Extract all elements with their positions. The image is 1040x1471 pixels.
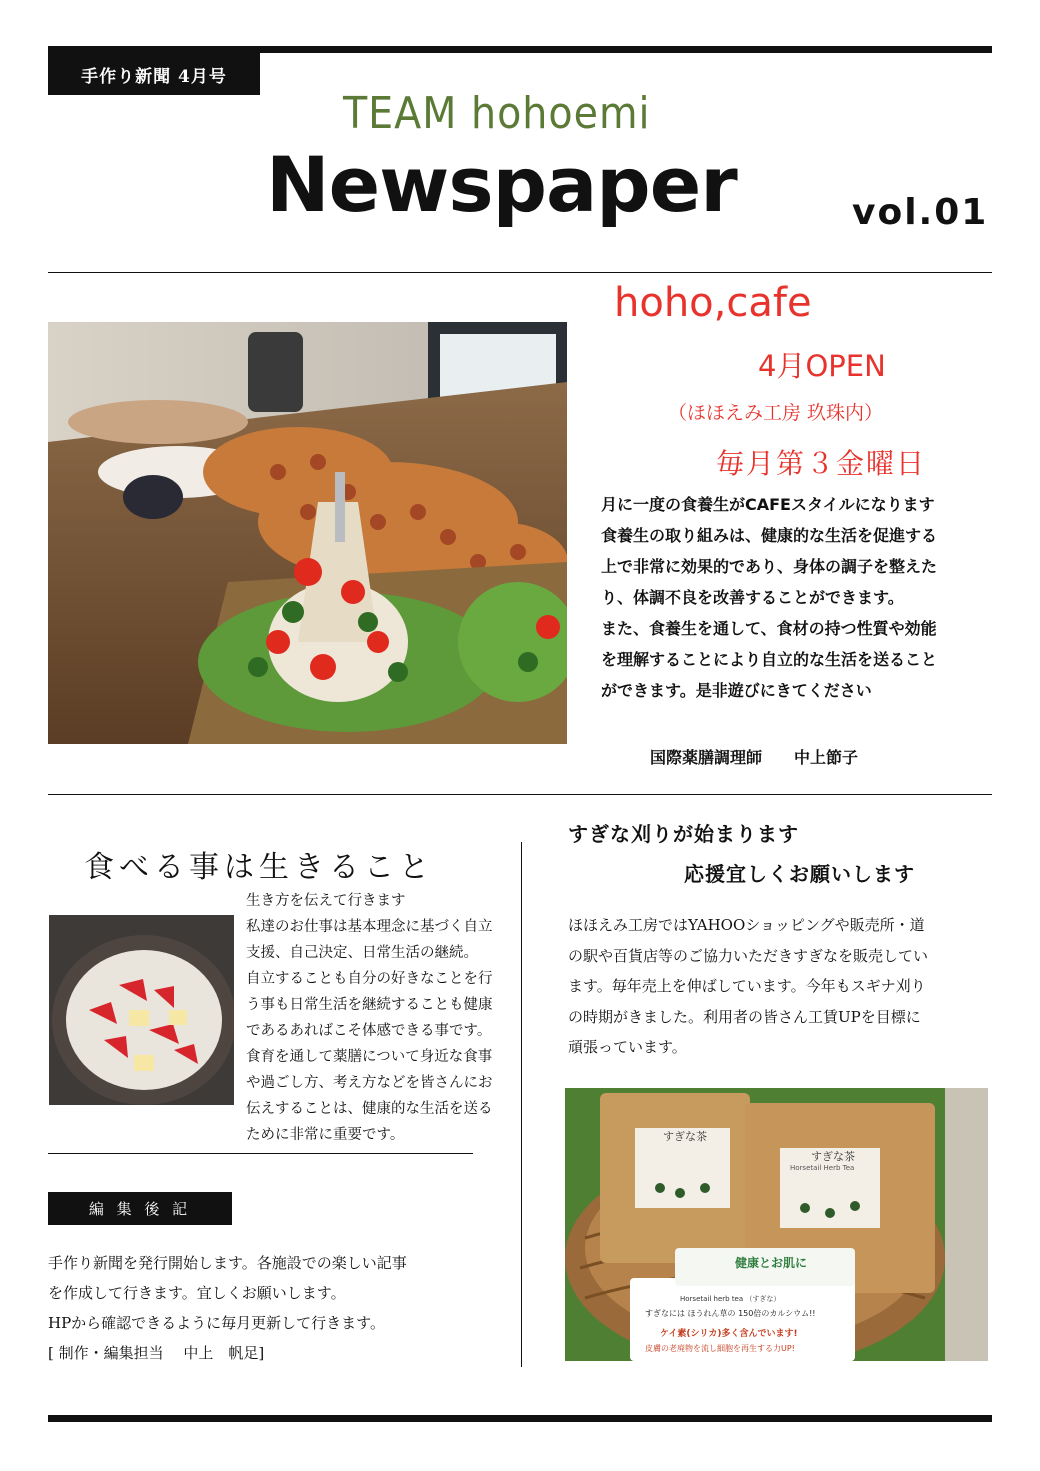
sugina-body-line: の駅や百貨店等のご協力いただきすぎなを販売してい xyxy=(568,946,929,965)
eat-body-line: 食育を通して薬膳について身近な食事 xyxy=(246,1049,493,1065)
card-line-3: すぎなには ほうれん草の 150倍のカルシウム!! xyxy=(645,1309,816,1318)
eat-body-line: う事も日常生活を継続することも健康 xyxy=(246,997,493,1013)
cafe-location: （ほほえみ工房 玖珠内） xyxy=(668,402,884,424)
editor-tag: 編 集 後 記 xyxy=(48,1192,232,1225)
masthead-title: Newspaper xyxy=(266,140,737,229)
card-line-2: Horsetail herb tea （すぎな） xyxy=(680,1295,781,1303)
eat-body xyxy=(246,888,526,1148)
cafe-body-line: を理解することにより自立的な生活を送ること xyxy=(601,650,938,669)
cafe-body xyxy=(601,489,1011,706)
sugina-body-line: 頑張っています。 xyxy=(568,1038,687,1056)
top-rule xyxy=(48,46,992,53)
eat-body-line: 生き方を伝えて行きます xyxy=(246,893,406,909)
sugina-body-line: の時期がきました。利用者の皆さん工賃UPを目標に xyxy=(568,1007,921,1026)
cafe-body-line: 上で非常に効果的であり、身体の調子を整えた xyxy=(601,557,938,576)
eat-rule xyxy=(48,1153,473,1154)
eat-body-line: ために非常に重要です。 xyxy=(246,1127,405,1143)
sugina-heading-2: 応援宜しくお願いします xyxy=(684,862,915,886)
sugina-heading-1: すぎな刈りが始まります xyxy=(568,822,799,846)
cafe-body-line: 月に一度の食養生がCAFEスタイルになります xyxy=(601,495,935,514)
card-line-5: 皮膚の老廃物を流し細胞を再生する力UP! xyxy=(645,1344,795,1353)
cafe-body-line: また、食養生を通して、食材の持つ性質や効能 xyxy=(601,619,937,638)
volume-number: vol.01 xyxy=(852,192,989,233)
editor-body-line: 手作り新聞を発行開始します。各施設での楽しい記事 xyxy=(48,1254,407,1272)
cafe-buffet-photo xyxy=(48,322,567,744)
package-label-2: すぎな茶 xyxy=(811,1150,855,1163)
team-title: TEAM hohoemi xyxy=(343,88,651,139)
cafe-body-line: り、体調不良を改善することができます。 xyxy=(601,588,904,607)
sugina-tea-photo xyxy=(565,1088,988,1361)
eat-body-line: であるあればこそ体感できる事です。 xyxy=(246,1023,492,1039)
eat-body-line: 支援、自己決定、日常生活の継続。 xyxy=(246,945,478,961)
section-rule xyxy=(48,794,992,795)
cafe-schedule: 毎月第３金曜日 xyxy=(716,447,927,480)
sugina-body-line: ほほえみ工房ではYAHOOショッピングや販売所・道 xyxy=(568,916,925,934)
editor-body-line: [ 制作・編集担当 中上 帆足] xyxy=(48,1344,265,1362)
eat-body-line: 自立することも自分の好きなことを行 xyxy=(246,971,493,987)
package-label: すぎな茶 xyxy=(663,1130,707,1143)
editor-body xyxy=(48,1248,508,1368)
strawberry-pot-photo xyxy=(49,915,234,1105)
sugina-body-line: ます。毎年売上を伸ばしています。今年もスギナ刈り xyxy=(568,977,926,995)
cafe-author: 国際薬膳調理師 中上節子 xyxy=(650,748,859,767)
eat-body-line: や過ごし方、考え方などを皆さんにお xyxy=(246,1075,493,1091)
masthead-rule xyxy=(48,272,992,273)
issue-tag: 手作り新聞 4月号 xyxy=(48,53,260,95)
eat-body-line: 私達のお仕事は基本理念に基づく自立 xyxy=(246,919,493,935)
card-line-4: ケイ素(シリカ)多く含んでいます! xyxy=(660,1329,798,1339)
editor-body-line: HPから確認できるように毎月更新して行きます。 xyxy=(48,1314,385,1332)
cafe-body-line: 食養生の取り組みは、健康的な生活を促進する xyxy=(601,526,938,545)
sugina-body xyxy=(568,910,1008,1063)
eat-heading: 食べる事は生きること xyxy=(84,850,434,885)
editor-body-line: を作成して行きます。宜しくお願いします。 xyxy=(48,1284,346,1302)
card-line-1: 健康とお肌に xyxy=(735,1256,808,1270)
package-sub: Horsetail Herb Tea xyxy=(790,1164,855,1172)
cafe-open: 4月OPEN xyxy=(758,349,886,383)
cafe-title: hoho,cafe xyxy=(614,280,812,326)
bottom-rule xyxy=(48,1415,992,1422)
eat-body-line: 伝えすることは、健康的な生活を送る xyxy=(246,1101,493,1117)
cafe-body-line: ができます。是非遊びにきてください xyxy=(601,681,872,700)
